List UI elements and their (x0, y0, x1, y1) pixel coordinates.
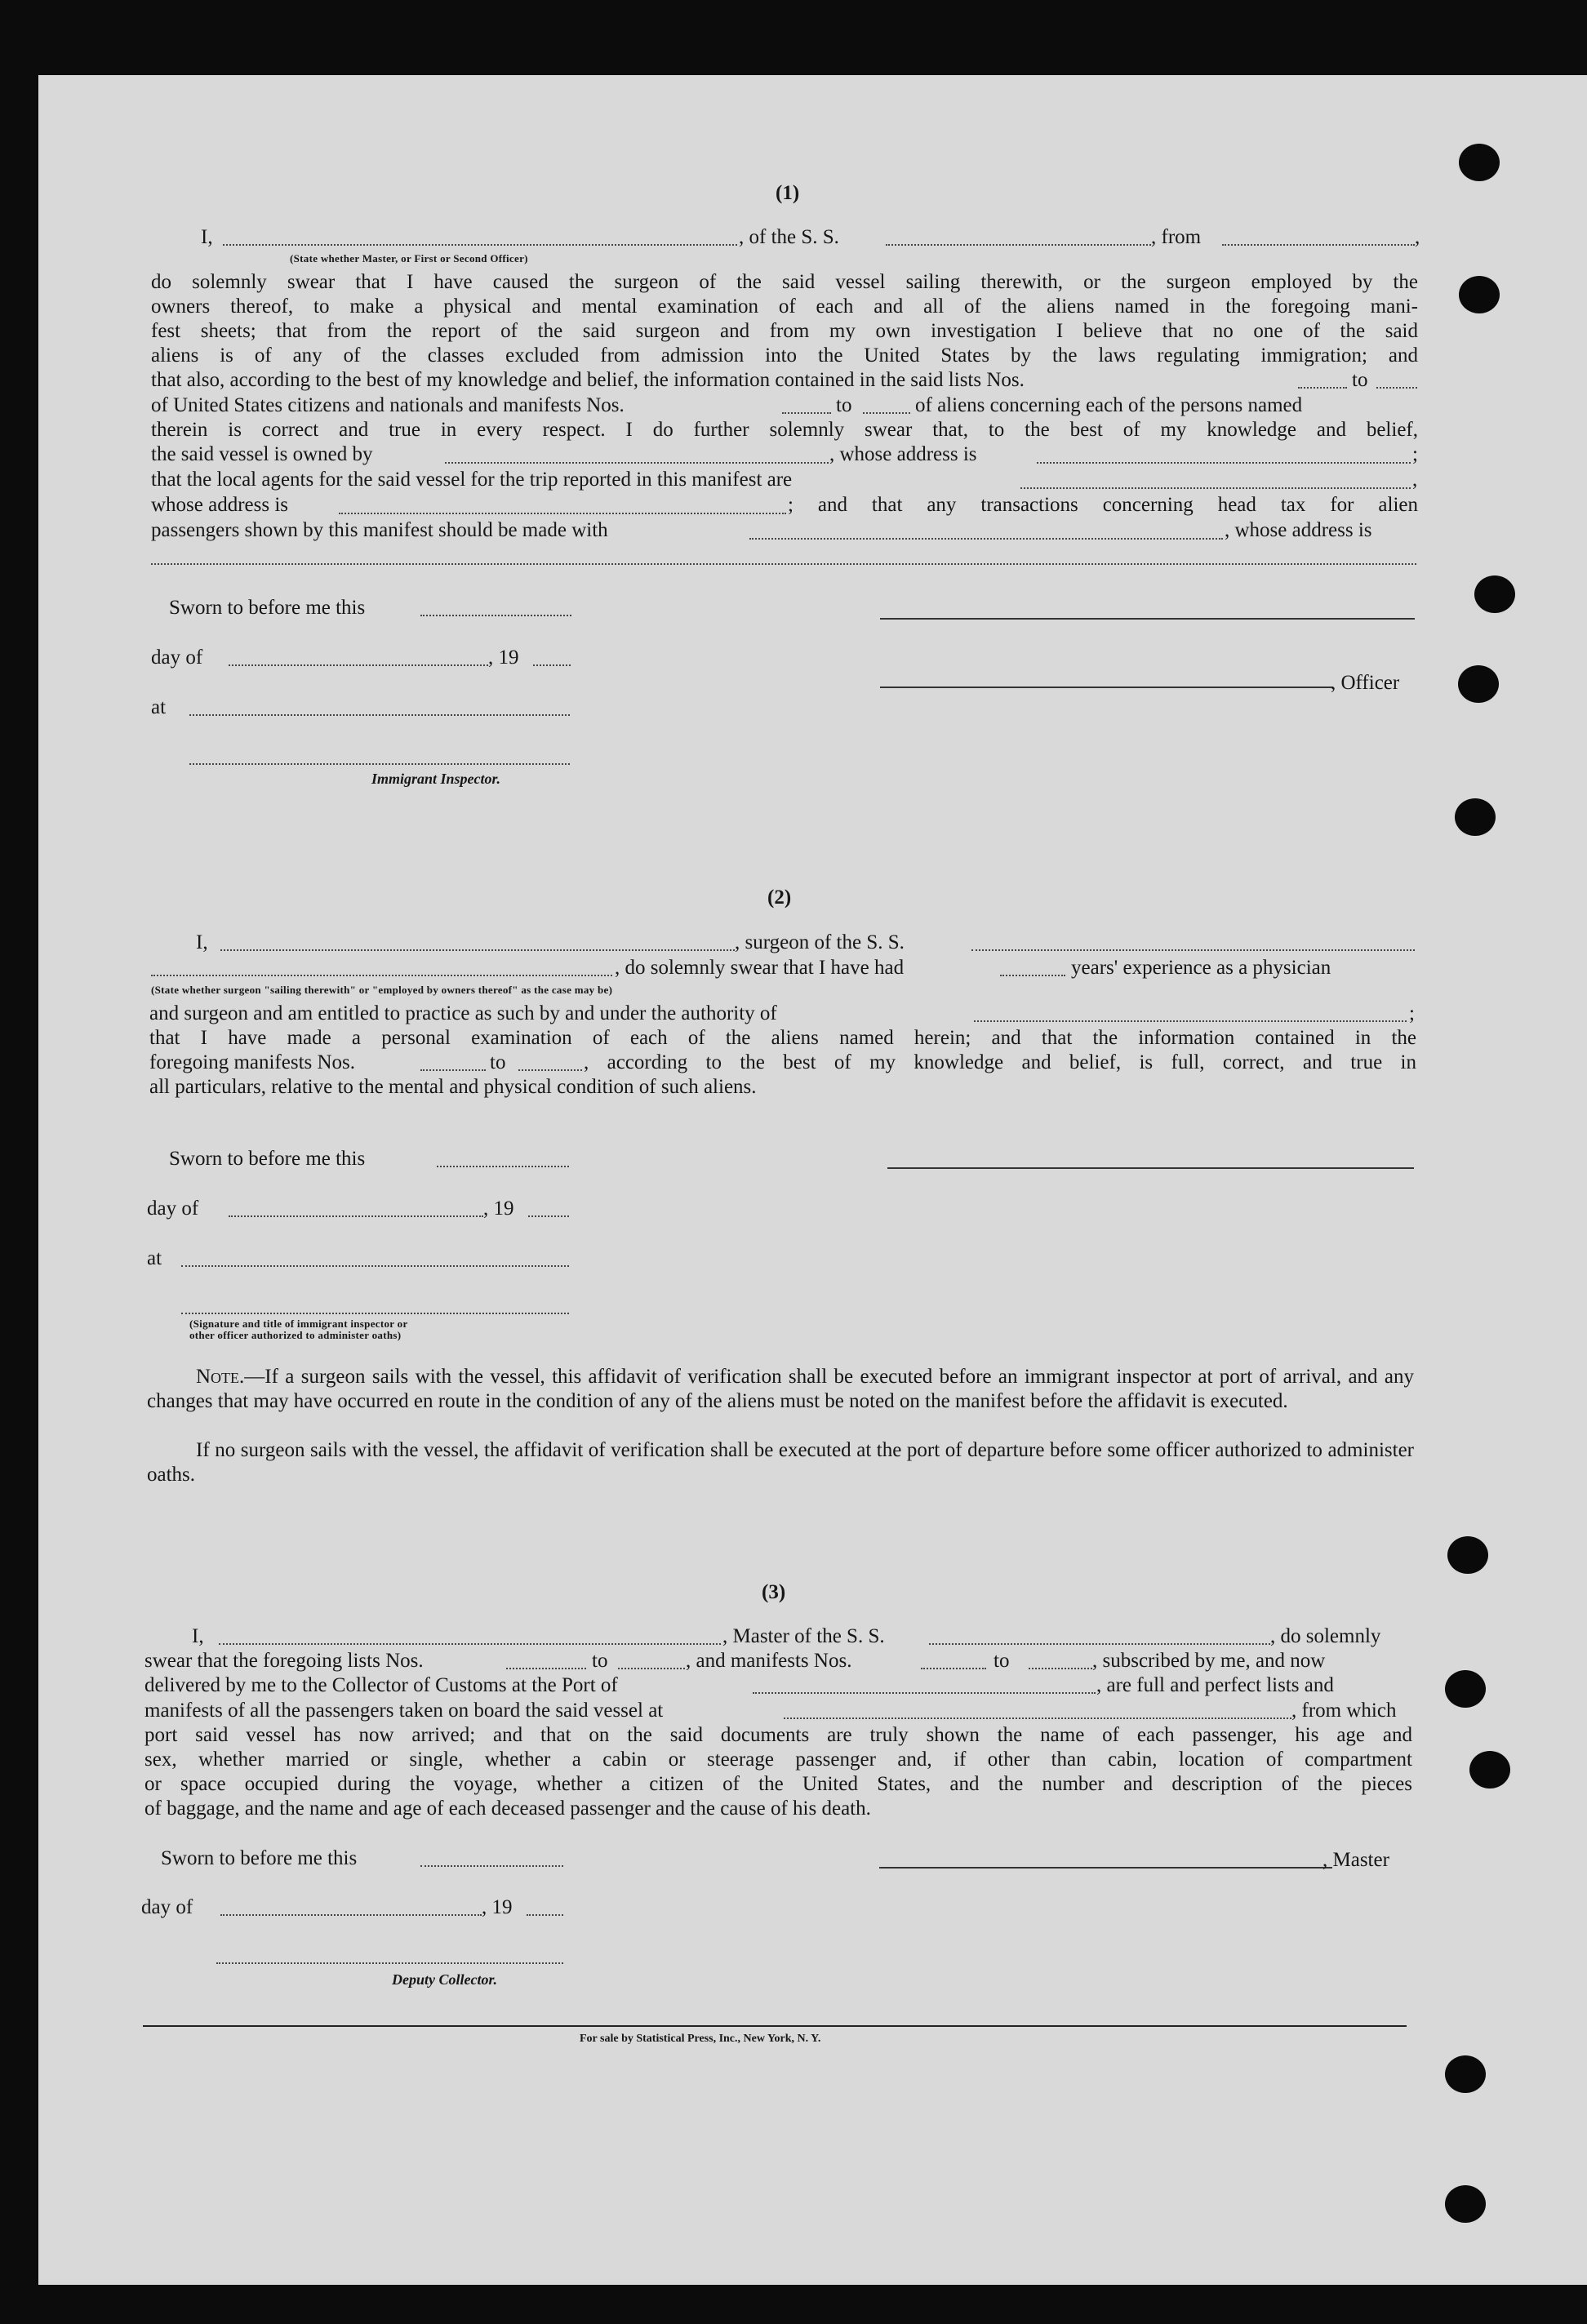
s3-line: or space occupied during the voyage, whether a citizen of the United States, and the number and description of the pieces (144, 1773, 1412, 1795)
s2-status-note: (State whether surgeon "sailing therewith" or "employed by owners thereof" as the case may be) (151, 984, 613, 996)
s1-owner-field[interactable] (445, 462, 829, 464)
s1-headtax-party-field[interactable] (749, 538, 1223, 540)
s3-collector-label: Deputy Collector. (392, 1971, 497, 1988)
s1-officer-note: (State whether Master, or First or Second Officer) (290, 252, 528, 264)
s2-day-label: day of (147, 1198, 199, 1220)
s1-officer-line[interactable] (880, 687, 1333, 688)
s1-comma: , (1412, 469, 1418, 491)
s1-body (151, 270, 1418, 368)
s3-port-label: delivered by me to the Collector of Customs at the Port of (144, 1674, 618, 1696)
s1-at-label: at (151, 696, 167, 718)
s2-years-field[interactable] (1000, 975, 1065, 976)
s1-sworn-label: Sworn to before me this (169, 597, 366, 619)
s2-ship-field[interactable] (971, 949, 1415, 951)
note-label: Note. (196, 1366, 245, 1388)
s3-year-field[interactable] (527, 1914, 563, 1916)
s1-officer-label: , Officer (1331, 672, 1400, 694)
s1-party-address-field[interactable] (151, 563, 1416, 565)
s1-aliens-label: of aliens concerning each of the persons named (915, 394, 1303, 416)
s1-at-field[interactable] (189, 714, 570, 716)
s1-sworn-field[interactable] (420, 615, 571, 616)
s2-line: that I have made a personal examination of each of the aliens named herein; and that the information contained in the (149, 1027, 1416, 1049)
s1-from-label: , from (1151, 226, 1202, 248)
s2-sig-note: (Signature and title of immigrant inspector or (189, 1318, 408, 1330)
s1-line: do solemnly swear that I have caused the surgeon of the said vessel sailing therewith, or the surgeon employed by the (151, 271, 1418, 293)
s1-agent-address-field[interactable] (339, 513, 786, 514)
s3-sworn-field[interactable] (420, 1865, 563, 1867)
s2-day-field[interactable] (229, 1215, 483, 1217)
note-text: If no surgeon sails with the vessel, the affidavit of verification shall be executed at the port of departure before some officer authorized to administer oaths. (147, 1439, 1414, 1486)
s3-line: sex, whether married or single, whether a cabin or steerage passenger and, if other than cabin, location of compartment (144, 1749, 1412, 1771)
s1-comma: , (1415, 226, 1420, 248)
punch-hole (1455, 798, 1496, 836)
punch-hole (1459, 276, 1500, 313)
s2-manifests-label: foregoing manifests Nos. (149, 1051, 356, 1073)
s3-subscribed-label: , subscribed by me, and now (1092, 1650, 1326, 1672)
s1-officer-field[interactable] (223, 244, 737, 246)
s1-inspector-label: Immigrant Inspector. (371, 771, 501, 787)
s1-lists-to-field[interactable] (1376, 387, 1417, 389)
s3-boarded-field[interactable] (784, 1717, 1291, 1719)
punch-hole (1474, 575, 1515, 613)
s3-day-label: day of (141, 1896, 193, 1918)
s1-agents-field[interactable] (1020, 487, 1411, 489)
s3-port-field[interactable] (753, 1692, 1096, 1694)
s1-agent-address-label: whose address is (151, 494, 289, 516)
s2-year-field[interactable] (528, 1215, 569, 1217)
s2-at-label: at (147, 1247, 162, 1269)
s2-surgeon-label: , surgeon of the S. S. (735, 931, 905, 953)
s3-line: of baggage, and the name and age of each deceased passenger and the cause of his death. (144, 1797, 871, 1820)
s2-to-label: to (490, 1051, 506, 1073)
s1-year-field[interactable] (533, 664, 571, 666)
s1-party-address-label: , whose address is (1225, 519, 1372, 541)
section-2-heading: (2) (767, 886, 792, 909)
s1-lists-from-field[interactable] (1298, 387, 1347, 389)
s3-collector-line[interactable] (216, 1962, 563, 1964)
s1-signature-line[interactable] (880, 618, 1415, 620)
s1-semicolon: ; (1412, 443, 1418, 465)
s2-year-label: , 19 (483, 1198, 514, 1220)
footer-rule (143, 2025, 1407, 2027)
s2-signature-line[interactable] (887, 1167, 1414, 1169)
s2-semicolon: ; (1409, 1002, 1415, 1024)
s1-agents-label: that the local agents for the said vessel for the trip reported in this manifest are (151, 469, 793, 491)
s3-year-label: , 19 (482, 1896, 513, 1918)
s3-lists-label: swear that the foregoing lists Nos. (144, 1650, 424, 1672)
s1-headtax-label: ; and that any transactions concerning head tax for alien (788, 494, 1418, 516)
s1-manifests-to-field[interactable] (863, 412, 910, 414)
s3-swear-label: , do solemnly (1270, 1625, 1381, 1647)
s3-ship-field[interactable] (929, 1643, 1270, 1645)
s1-citizens-label: of United States citizens and nationals and manifests Nos. (151, 394, 625, 416)
s1-ship-field[interactable] (886, 244, 1151, 246)
s1-of-ss-label: , of the S. S. (739, 226, 839, 248)
s2-i-label: I, (196, 931, 208, 953)
s3-boarded-label: manifests of all the passengers taken on board the said vessel at (144, 1700, 664, 1722)
s2-surgeon-name-field[interactable] (220, 949, 735, 951)
s1-line: aliens is of any of the classes excluded from admission into the United States by the laws regulating immigration; and (151, 344, 1418, 367)
s2-swear-label: , do solemnly swear that I have had (615, 957, 905, 979)
s2-body (149, 1026, 1416, 1051)
punch-hole (1458, 665, 1499, 703)
s2-sworn-label: Sworn to before me this (169, 1148, 366, 1170)
punch-hole (1447, 1536, 1488, 1574)
s3-master-sign-label: , Master (1322, 1849, 1389, 1871)
s1-owned-label: the said vessel is owned by (151, 443, 373, 465)
s1-lists-to-label: to (1352, 369, 1368, 391)
s3-line: port said vessel has now arrived; and that on the said documents are truly shown the name of each passenger, his age and (144, 1724, 1412, 1746)
s2-authority-field[interactable] (974, 1020, 1407, 1022)
s3-sworn-label: Sworn to before me this (161, 1847, 358, 1869)
s3-from-which-label: , from which (1291, 1700, 1397, 1722)
s1-owner-address-field[interactable] (1037, 462, 1411, 464)
s1-day-field[interactable] (229, 664, 488, 666)
punch-hole (1445, 2185, 1486, 2223)
s2-inspector-line[interactable] (181, 1313, 569, 1314)
section-3-heading: (3) (762, 1581, 786, 1603)
s2-line: all particulars, relative to the mental and physical condition of such aliens. (149, 1076, 757, 1098)
s3-i-label: I, (192, 1625, 204, 1647)
s1-inspector-line[interactable] (189, 763, 570, 765)
s3-manifests-from-field[interactable] (921, 1668, 986, 1669)
s2-manifests-to-field[interactable] (518, 1069, 582, 1071)
punch-hole (1469, 1751, 1510, 1789)
punch-hole (1459, 144, 1500, 181)
s1-line: fest sheets; that from the report of the said surgeon and from my own investigation I believe that no one of the said (151, 320, 1418, 342)
s2-manifests-from-field[interactable] (420, 1069, 486, 1071)
s1-passengers-label: passengers shown by this manifest should be made with (151, 519, 608, 541)
s3-lists-perfect-label: , are full and perfect lists and (1096, 1674, 1334, 1696)
s1-line: owners thereof, to make a physical and mental examination of each and all of the aliens named in the foregoing mani- (151, 295, 1418, 318)
s1-lists-label: that also, according to the best of my knowledge and belief, the information contained in the said lists Nos. (151, 369, 1025, 391)
s3-master-name-field[interactable] (219, 1643, 721, 1645)
s3-manifests-label: , and manifests Nos. (686, 1650, 852, 1672)
s2-status-field[interactable] (151, 975, 612, 976)
s2-years-label: years' experience as a physician (1071, 957, 1331, 979)
s3-master-signature-line[interactable] (879, 1867, 1332, 1869)
s1-therein (151, 418, 1418, 442)
punch-hole (1445, 2055, 1486, 2093)
s1-day-label: day of (151, 647, 203, 669)
s3-to-label: to (592, 1650, 608, 1672)
s1-line: therein is correct and true in every respect. I do further solemnly swear that, to the best of my knowledge and belief, (151, 419, 1418, 441)
s3-lists-from-field[interactable] (506, 1668, 586, 1669)
note-text: —If a surgeon sails with the vessel, this affidavit of verification shall be executed before an immigrant inspector at port of arrival, and any changes that may have occurred en route in the condition of any of the aliens must be noted on the manifest before the affidavit is executed. (147, 1366, 1414, 1412)
s3-manifests-to-field[interactable] (1029, 1668, 1092, 1669)
s3-day-field[interactable] (220, 1914, 482, 1916)
s3-master-label: , Master of the S. S. (722, 1625, 885, 1647)
s1-owner-address-label: , whose address is (829, 443, 977, 465)
s1-i-label: I, (201, 226, 213, 248)
punch-hole (1445, 1670, 1486, 1708)
printer-footer: For sale by Statistical Press, Inc., New York, N. Y. (580, 2033, 821, 2045)
s3-body (144, 1723, 1412, 1821)
s1-from-field[interactable] (1222, 244, 1415, 246)
s2-authority-label: and surgeon and am entitled to practice as such by and under the authority of (149, 1002, 777, 1024)
s1-year-label: , 19 (488, 647, 519, 669)
s2-sig-note: other officer authorized to administer oaths) (189, 1329, 402, 1341)
s2-note-paragraph-2 (147, 1438, 1414, 1487)
s2-correct-label: , according to the best of my knowledge and belief, is full, correct, and true in (584, 1051, 1416, 1073)
section-1-heading: (1) (776, 182, 800, 204)
s3-lists-to-field[interactable] (618, 1668, 685, 1669)
s1-manifests-to-label: to (836, 394, 852, 416)
s2-note-paragraph (147, 1365, 1414, 1414)
s3-to-label: to (994, 1650, 1010, 1672)
s1-manifests-from-field[interactable] (782, 412, 831, 414)
s2-sworn-field[interactable] (437, 1166, 569, 1167)
s2-at-field[interactable] (181, 1265, 569, 1267)
